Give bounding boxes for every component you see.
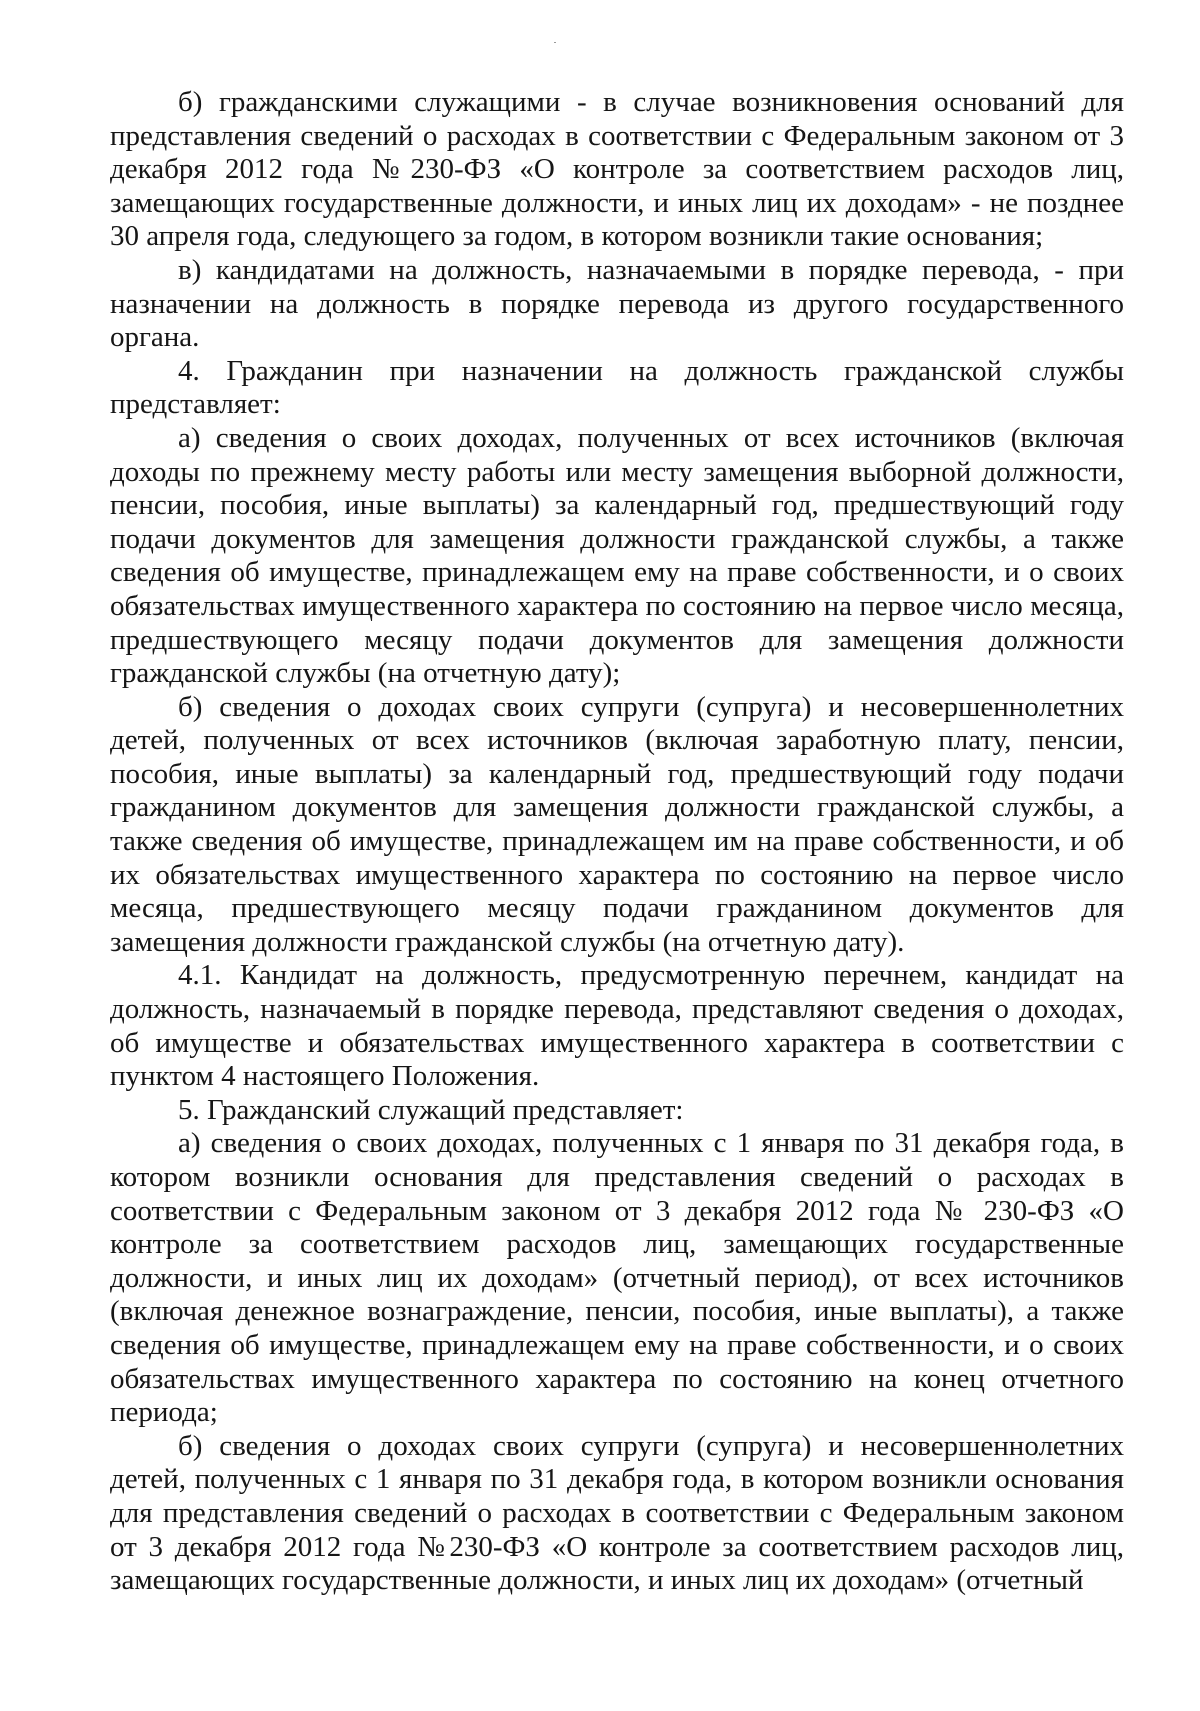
paragraph-3v-transfer-candidates: в) кандидатами на должность, назначаемыми в порядке перевода, - при назначении на должность в порядке перевода из другого государственного органа.: [110, 253, 1124, 354]
paragraph-4-citizen-submits: 4. Гражданин при назначении на должность гражданской службы представляет:: [110, 354, 1124, 421]
paragraph-5a-own-income: а) сведения о своих доходах, полученных с 1 января по 31 декабря года, в котором возникли основания для представления сведений о расходах в соответствии с Федеральным законом от 3 декабря 2012 года № 230-ФЗ «О контроле за соответствием расходов лиц, замещающих государственные должности, и иных лиц их доходам» (отчетный период), от всех источников (включая денежное вознаграждение, пенсии, пособия, иные выплаты), а также сведения об имуществе, принадлежащем ему на праве собственности, и о своих обязательствах имущественного характера по состоянию на конец отчетного периода;: [110, 1127, 1124, 1429]
paragraph-5-civil-servant-submits: 5. Гражданский служащий представляет:: [178, 1093, 684, 1126]
paragraph-3b-civil-servants-deadline: б) гражданскими служащими - в случае возникновения оснований для представления сведений о расходах в соответствии с Федеральным законом от 3 декабря 2012 года №230-ФЗ «О контроле за соответствием расходов лиц, замещающих государственные должности, и иных лиц их доходам» - не позднее 30 апреля года, следующего за годом, в котором возникли такие основания;: [110, 86, 1124, 253]
paragraph-4b-family-income: б) сведения о доходах своих супруги (супруга) и несовершеннолетних детей, полученных от всех источников (включая заработную плату, пенсии, пособия, иные выплаты) за календарный год, предшествующий году подачи гражданином документов для замещения должности гражданской службы, а также сведения об имуществе, принадлежащем им на праве собственности, и об их обязательствах имущественного характера по состоянию на первое число месяца, предшествующего месяцу подачи гражданином документов для замещения должности гражданской службы (на отчетную дату).: [110, 690, 1124, 958]
paragraph-5b-family-income: б) сведения о доходах своих супруги (супруга) и несовершеннолетних детей, полученных с 1 января по 31 декабря года, в котором возникли основания для представления сведений о расходах в соответствии с Федеральным законом от 3 декабря 2012 года №230-ФЗ «О контроле за соответствием расходов лиц, замещающих государственные должности, и иных лиц их доходам» (отчетный: [110, 1429, 1124, 1597]
document-body: [110, 86, 1124, 1598]
scan-artifact: [554, 42, 556, 43]
paragraph-4-1-candidates: 4.1. Кандидат на должность, предусмотренную перечнем, кандидат на должность, назначаемый в порядке перевода, представляют сведения о доходах, об имуществе и обязательствах имущественного характера в соответствии с пунктом 4 настоящего Положения.: [110, 959, 1124, 1093]
paragraph-4a-own-income: а) сведения о своих доходах, полученных от всех источников (включая доходы по прежнему месту работы или месту замещения выборной должности, пенсии, пособия, иные выплаты) за календарный год, предшествующий году подачи документов для замещения должности гражданской службы, а также сведения об имуществе, принадлежащем ему на праве собственности, и о своих обязательствах имущественного характера по состоянию на первое число месяца, предшествующего месяцу подачи документов для замещения должности гражданской службы (на отчетную дату);: [110, 421, 1124, 690]
